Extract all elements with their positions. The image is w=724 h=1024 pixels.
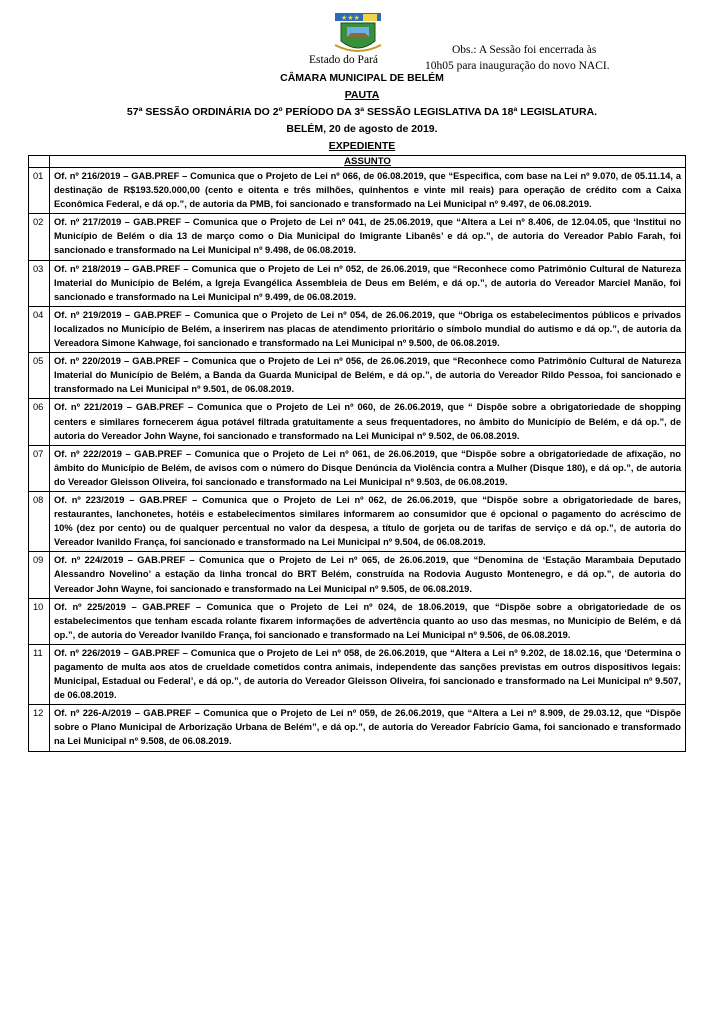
- table-row: [29, 491, 686, 551]
- table-row: [29, 445, 686, 491]
- table-header-row: [29, 156, 686, 168]
- chamber-title: CÂMARA MUNICIPAL DE BELÉM: [280, 72, 444, 84]
- session-date: BELÉM, 20 de agosto de 2019.: [286, 123, 438, 135]
- item-text: Of. nº 224/2019 – GAB.PREF – Comunica que o Projeto de Lei nº 065, de 26.06.2019, que “Denomina de ‘Estação Marambaia Deputado Alessandro Novelino’ a estação da linha troncal do BRT Belém, construída na Rodovia Augusto Montenegro, e dá op.”, de autoria do Vereador John Wayne, foi sancionado e transformado na Lei Municipal nº 9.505, de 06.08.2019.: [50, 552, 686, 598]
- item-number: 06: [29, 399, 50, 445]
- estado-label: Estado do Pará: [309, 54, 378, 66]
- table-row: [29, 552, 686, 598]
- pauta-title: PAUTA: [344, 89, 380, 101]
- item-text: Of. nº 217/2019 – GAB.PREF – Comunica que o Projeto de Lei nº 041, de 25.06.2019, que “Altera a Lei nº 8.406, de 12.04.05, que ‘Institui no Município de Belém o dia 13 de março como o Dia Municipal do Imigrante Libanês’ e dá op.”, de autoria do Vereador Pablo Farah, foi sancionado e transformado na Lei Municipal nº 9.498, de 06.08.2019.: [50, 214, 686, 260]
- table-row: [29, 214, 686, 260]
- svg-text:★★★: ★★★: [341, 14, 360, 22]
- header-number-cell: [29, 156, 50, 168]
- item-number: 10: [29, 598, 50, 644]
- item-number: 04: [29, 306, 50, 352]
- item-text: Of. nº 226-A/2019 – GAB.PREF – Comunica que o Projeto de Lei nº 059, de 26.06.2019, que “Altera a Lei nº 8.909, de 29.03.12, que “Dispõe sobre o Plano Municipal de Arborização Urbana de Belém”, e dá op.”, de autoria do Vereador Fabrício Gama, foi sancionado e transformado na Lei Municipal nº 9.508, de 06.08.2019.: [50, 705, 686, 751]
- table-row: [29, 705, 686, 751]
- table-row: [29, 353, 686, 399]
- table-row: [29, 399, 686, 445]
- table-row: [29, 598, 686, 644]
- session-note: [425, 42, 667, 74]
- session-note-line-1: Obs.: A Sessão foi encerrada às: [452, 44, 597, 56]
- item-text: Of. nº 226/2019 – GAB.PREF – Comunica que o Projeto de Lei nº 058, de 26.06.2019, que “Altera a Lei nº 9.202, de 18.02.16, que ‘Determina o pagamento de multa aos atos de crueldade cometidos contra animais, independente das sanções previstas em outros dispositivos legais: Municipal, Estadual ou Federal’, e dá op.”, de autoria do Vereador Gleisson Oliveira, foi sancionado e transformado na Lei Municipal nº 9.507, de 06.08.2019.: [50, 644, 686, 704]
- session-note-line-2: 10h05 para inauguração do novo NACI.: [425, 60, 610, 72]
- expediente-title: EXPEDIENTE: [328, 140, 396, 152]
- item-text: Of. nº 223/2019 – GAB.PREF – Comunica que o Projeto de Lei nº 062, de 26.06.2019, que “Dispõe sobre a obrigatoriedade de bares, restaurantes, lanchonetes, hotéis e estabelecimentos similares informarem ao consumidor que é opcional o pagamento do acréscimo de 10% (dez por cento) ou de qualquer percentual no valor da despesa, a título de gorjeta ou de tarifas de serviço e dá op.”, de autoria do Vereador Ivanildo França, foi sancionado e transformado na Lei Municipal nº 9.504, de 06.08.2019.: [50, 491, 686, 551]
- item-text: Of. nº 225/2019 – GAB.PREF – Comunica que o Projeto de Lei nº 024, de 18.06.2019, que “Dispõe sobre a obrigatoriedade de os estabelecimentos que tenham escada rolante fixarem informações de advertência quanto ao uso das mesmas, no Município de Belém, e dá op.”, de autoria do Vereador Ivanildo França, foi sancionado e transformado na Lei Municipal nº 9.506, de 06.08.2019.: [50, 598, 686, 644]
- item-number: 01: [29, 168, 50, 214]
- item-number: 05: [29, 353, 50, 399]
- item-text: Of. nº 218/2019 – GAB.PREF – Comunica que o Projeto de Lei nº 052, de 26.06.2019, que “Reconhece como Patrimônio Cultural de Natureza Imaterial do Município de Belém, a Igreja Evangélica Assembleia de Deus em Belém, e dá op.”, de autoria do Vereador Marciel Manão, foi sancionado e transformado na Lei Municipal nº 9.499, de 06.08.2019.: [50, 260, 686, 306]
- item-number: 08: [29, 491, 50, 551]
- item-number: 02: [29, 214, 50, 260]
- assunto-header: ASSUNTO: [50, 156, 686, 168]
- item-text: Of. nº 220/2019 – GAB.PREF – Comunica que o Projeto de Lei nº 056, de 26.06.2019, que “Reconhece como Patrimônio Cultural de Natureza Imaterial do Município de Belém, a Banda da Guarda Municipal de Belém, e dá op.”, de autoria do Vereador Rildo Pessoa, foi sancionado e transformado na Lei Municipal nº 9.501, de 06.08.2019.: [50, 353, 686, 399]
- item-text: Of. nº 216/2019 – GAB.PREF – Comunica que o Projeto de Lei nº 066, de 06.08.2019, que “Especifica, com base na Lei nº 9.070, de 05.11.14, a destinação de R$193.520.000,00 (cento e oitenta e três milhões, quinhentos e vinte mil reais) para operação de crédito com a Caixa Econômica Federal, e dá op.”, de autoria da PMB, foi sancionado e transformado na Lei Municipal nº 9.497, de 06.08.2019.: [50, 168, 686, 214]
- item-number: 03: [29, 260, 50, 306]
- coat-of-arms-icon: [333, 11, 383, 54]
- table-row: [29, 306, 686, 352]
- session-title: 57ª SESSÃO ORDINÁRIA DO 2º PERÍODO DA 3ª SESSÃO LEGISLATIVA DA 18ª LEGISLATURA.: [126, 106, 598, 118]
- item-number: 11: [29, 644, 50, 704]
- item-text: Of. nº 221/2019 – GAB.PREF – Comunica que o Projeto de Lei nº 060, de 26.06.2019, que “ Dispõe sobre a obrigatoriedade de shopping centers e similares fornecerem água potável filtrada gratuitamente a seus frequentadores, no âmbito do Município de Belém, e dá op.”, de autoria do Vereador John Wayne, foi sancionado e transformado na Lei Municipal nº 9.502, de 06.08.2019.: [50, 399, 686, 445]
- table-row: [29, 644, 686, 704]
- agenda-table: [28, 155, 686, 752]
- item-number: 07: [29, 445, 50, 491]
- item-text: Of. nº 222/2019 – GAB.PREF – Comunica que o Projeto de Lei nº 061, de 26.06.2019, que “Dispõe sobre a obrigatoriedade de afixação, no âmbito do Município de Belém, de avisos com o número do Disque Denúncia da Violência contra a Mulher (Disque 180), e dá op.”, de autoria do Vereador Gleisson Oliveira, foi sancionado e transformado na Lei Municipal nº 9.503, de 06.08.2019.: [50, 445, 686, 491]
- table-row: [29, 168, 686, 214]
- item-number: 12: [29, 705, 50, 751]
- item-text: Of. nº 219/2019 – GAB.PREF – Comunica que o Projeto de Lei nº 054, de 26.06.2019, que “Obriga os estabelecimentos públicos e privados localizados no Município de Belém, a inserirem nas placas de atendimento prioritário o símbolo mundial do autismo e dá op.”, de autoria da Vereadora Simone Kahwage, foi sancionado e transformado na Lei Municipal nº 9.500, de 06.08.2019.: [50, 306, 686, 352]
- item-number: 09: [29, 552, 50, 598]
- table-row: [29, 260, 686, 306]
